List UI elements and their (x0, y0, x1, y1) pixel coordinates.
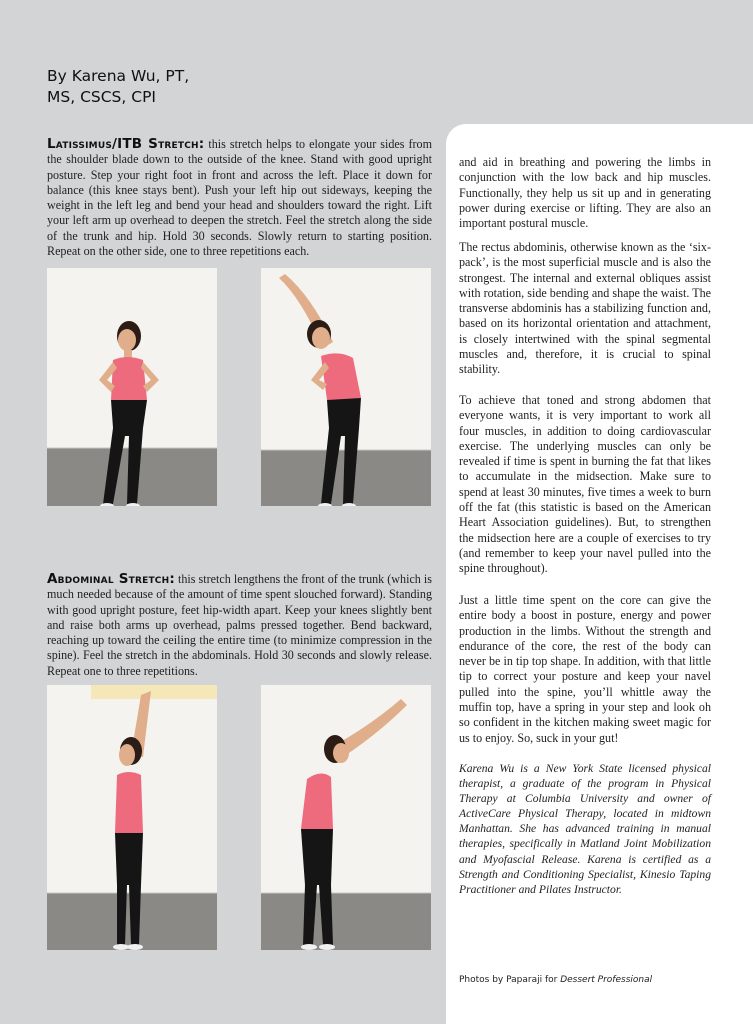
right-paragraph-1: and aid in breathing and powering the limbs in conjunction with the low back and hip muscles. Functionally, they help us sit up and in generating power during exercise or lifting. They are also an important postural muscle. (459, 155, 711, 231)
photo-credit-publication: Dessert Professional (560, 975, 653, 985)
byline-line-2: MS, CSCS, CPI (47, 88, 156, 106)
right-paragraph-4: Just a little time spent on the core can give the entire body a boost in posture, energy and power production in the limbs. Without the strength and endurance of the core, the rest of the body can never be in tip top shape. In addition, with that little tip to correct your posture and keep your navel pulled into the spine, you’ll whittle away the muffin top, have a spring in your step and look oh so confident in the kitchen making sweet magic for us to enjoy. So, suck in your gut! (459, 593, 711, 745)
latissimus-heading: Latissimus/ITB Stretch: (47, 136, 205, 152)
photo-latissimus-start (47, 268, 217, 506)
byline (47, 66, 189, 108)
photo-abdominal-start (47, 685, 217, 950)
right-paragraph-3: To achieve that toned and strong abdomen that everyone wants, it is very important to work all four muscles, in addition to doing cardiovascular exercise. The underlying muscles can only be revealed if time is spent in burning the fat that likes to accumulate in the midsection. Make sure to spend at least 30 minutes, five times a week to burn off the fat (this statistic is based on the American Heart Association guidelines). But, to strengthen the midsection here are a couple of exercises to try (and remember to keep your navel pulled into the spine throughout). (459, 393, 711, 576)
abdominal-body: this stretch lengthens the front of the trunk (which is much needed because of the amount of time spent slouched forward). Standing with good upright posture, feet hip-width apart. Keep your knees slightly bent and raise both arms up overhead, palms pressed together. Bend backward, reaching up toward the ceiling the entire time (to minimize compression in the spine). Feel the stretch in the abdominals. Hold 30 seconds and slowly release. Repeat one to three repetitions. (47, 572, 432, 678)
abdominal-paragraph (47, 572, 432, 679)
abdominal-heading: Abdominal Stretch: (47, 571, 175, 587)
latissimus-paragraph (47, 137, 432, 259)
byline-line-1: By Karena Wu, PT, (47, 67, 190, 85)
photo-credit-prefix: Photos by Paparaji for (459, 975, 561, 985)
photo-latissimus-stretch (261, 268, 431, 506)
author-bio: Karena Wu is a New York State licensed physical therapist, a graduate of the program in Physical Therapy at Columbia University and owner of ActiveCare Physical Therapy, located in midtown Manhattan. She has advanced training in manual therapies, specifically in Matland Joint Mobilization and Myofascial Release. Karena is certified as a Strength and Conditioning Specialist, Kinesio Taping Practitioner and Pilates Instructor. (459, 762, 711, 896)
photo-credit (459, 975, 652, 985)
latissimus-body: this stretch helps to elongate your sides from the shoulder blade down to the outside of the knee. Stand with good upright posture. Step your right foot in front and across the left. Place it down for balance (this knee stays bent). Push your left hip out sideways, keeping the weight in the left leg and bend your head and shoulders toward the right. Lift your left arm up overhead to deepen the stretch. Feel the stretch along the side of the trunk and hip. Hold 30 seconds. Slowly return to starting position. Repeat on the other side, one to three repetitions each. (47, 137, 432, 259)
photo-abdominal-stretch (261, 685, 431, 950)
right-paragraph-2: The rectus abdominis, otherwise known as the ‘six-pack’, is the most superficial muscle and is also the strongest. The internal and external obliques assist with rotation, side bending and shape the waist. The transverse abdominis has a stabilizing function and, based on its horizontal orientation and attachment, is closely intertwined with the spinal segmental muscles and, therefore, it is crucial to spinal stability. (459, 240, 711, 377)
